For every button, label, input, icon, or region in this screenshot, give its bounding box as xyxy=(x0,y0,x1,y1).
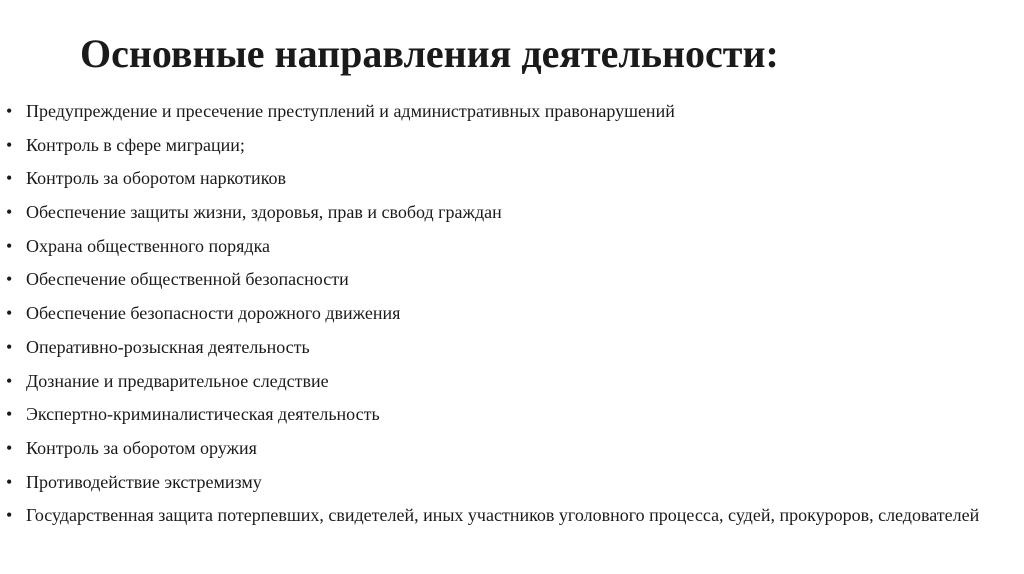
bullet-icon: • xyxy=(6,101,13,121)
bullet-icon: • xyxy=(6,471,13,492)
bullet-text: Государственная защита потерпевших, свидетелей, иных участников уголовного процесса, судей, прокуроров, следователей xyxy=(26,505,980,526)
bullet-text: Контроль в сфере миграции; xyxy=(26,134,245,155)
bullet-text: Контроль за оборотом наркотиков xyxy=(26,168,287,189)
bullet-item xyxy=(6,336,1016,358)
bullet-icon: • xyxy=(6,303,13,324)
slide-title: Основные направления деятельности: xyxy=(80,31,779,76)
bullet-list xyxy=(6,100,1016,526)
bullet-icon: • xyxy=(6,202,13,223)
bullet-item xyxy=(6,302,1016,324)
bullet-text: Противодействие экстремизму xyxy=(26,471,262,492)
bullet-item xyxy=(6,167,1016,189)
bullet-item xyxy=(6,134,1016,156)
bullet-text: Охрана общественного порядка xyxy=(26,235,271,256)
bullet-item xyxy=(6,268,1016,290)
bullet-text: Контроль за оборотом оружия xyxy=(26,437,257,458)
bullet-icon: • xyxy=(6,404,13,425)
bullet-icon: • xyxy=(6,505,13,526)
bullet-item xyxy=(6,504,1016,526)
bullet-text: Обеспечение общественной безопасности xyxy=(26,269,349,290)
bullet-item xyxy=(6,403,1016,425)
bullet-text: Обеспечение защиты жизни, здоровья, прав и свобод граждан xyxy=(26,202,502,223)
bullet-icon: • xyxy=(6,370,13,391)
bullet-item xyxy=(6,201,1016,223)
bullet-icon: • xyxy=(6,336,13,357)
bullet-text: Обеспечение безопасности дорожного движения xyxy=(26,303,401,324)
bullet-icon: • xyxy=(6,437,13,458)
bullet-text: Предупреждение и пресечение преступлений и административных правонарушений xyxy=(26,101,675,121)
bullet-item xyxy=(6,100,1016,122)
bullet-text: Дознание и предварительное следствие xyxy=(26,370,329,391)
bullet-item xyxy=(6,471,1016,493)
bullet-icon: • xyxy=(6,235,13,256)
bullet-item xyxy=(6,370,1016,392)
bullet-icon: • xyxy=(6,168,13,189)
bullet-icon: • xyxy=(6,269,13,290)
bullet-item xyxy=(6,437,1016,459)
bullet-icon: • xyxy=(6,134,13,155)
bullet-text: Экспертно-криминалистическая деятельность xyxy=(26,404,380,425)
bullet-text: Оперативно-розыскная деятельность xyxy=(26,336,310,357)
bullet-item xyxy=(6,235,1016,257)
